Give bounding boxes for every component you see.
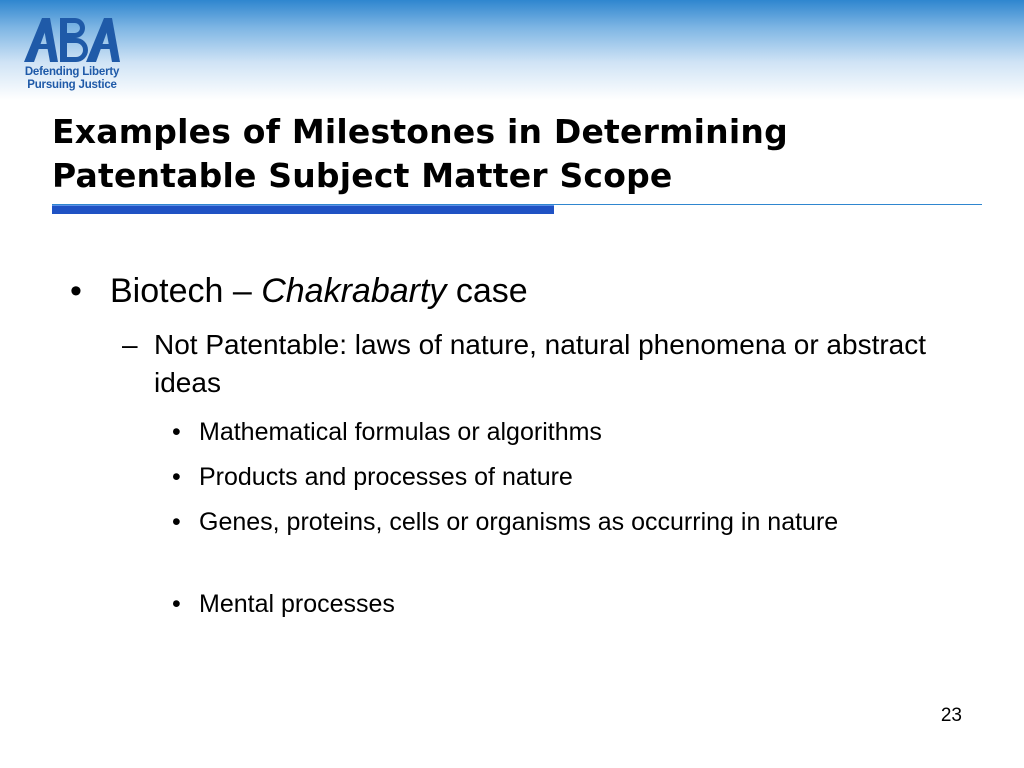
logo-tagline-line2: Pursuing Justice [27, 79, 117, 91]
bullet-level1-suffix: case [446, 272, 528, 310]
bullet-level3-text: Mathematical formulas or algorithms [199, 418, 602, 446]
case-name-italic: Chakrabarty [261, 272, 447, 310]
bullet-dot-icon: • [172, 463, 181, 491]
bullet-dot-icon: • [172, 508, 181, 536]
bullet-dot-icon: • [172, 418, 181, 446]
slide-title-line1: Examples of Milestones in Determining [52, 112, 788, 151]
bullet-level1-prefix: Biotech – [110, 272, 262, 310]
bullet-level2-text: Not Patentable: laws of nature, natural phenomena or abstract ideas [154, 329, 927, 398]
bullet-level3-text: Genes, proteins, cells or organisms as occurring in nature [199, 508, 839, 536]
dash-bullet-icon: – [122, 329, 138, 360]
bullet-dot-icon: • [70, 272, 82, 310]
bullet-level1-text [110, 270, 528, 312]
bullet-level3-text: Products and processes of nature [199, 463, 573, 491]
slide-title-line2: Patentable Subject Matter Scope [52, 156, 673, 195]
logo-tagline-line1: Defending Liberty [24, 66, 120, 78]
bullet-dot-icon: • [172, 590, 181, 618]
page-number: 23 [940, 705, 962, 726]
bullet-level3-text: Mental processes [199, 590, 395, 618]
